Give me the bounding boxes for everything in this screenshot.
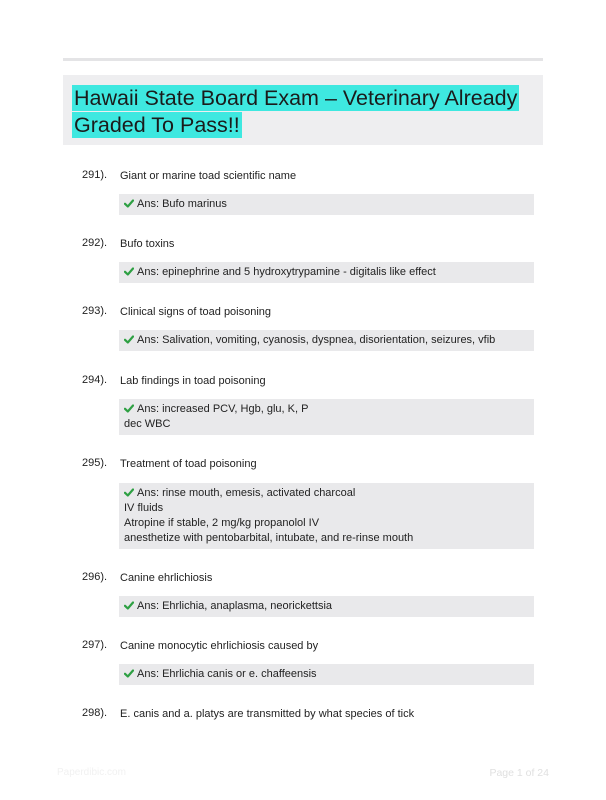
check-icon [124,669,134,678]
answer-line: Ans: rinse mouth, emesis, activated charcoal [124,486,534,501]
question-text: Giant or marine toad scientific name [120,170,297,182]
question-text: Canine ehrlichiosis [120,572,213,584]
question-number: 296). [82,571,108,583]
answer-line: Ans: epinephrine and 5 hydroxytrypamine - digitalis like effect [124,265,534,280]
footer-site: Paperdibic.com [57,767,126,778]
answer-line: Ans: Salivation, vomiting, cyanosis, dyspnea, disorientation, seizures, vfib [124,333,534,348]
check-icon [124,199,134,208]
document-title-text: Hawaii State Board Exam – Veterinary Already Graded To Pass!! [74,86,518,137]
answer-box [119,483,534,549]
question-text: Clinical signs of toad poisoning [120,306,272,318]
question-number: 294). [82,374,108,386]
answer-line: IV fluids [124,502,164,514]
check-icon [124,601,134,610]
question-number: 293). [82,305,108,317]
answer-line: Ans: Ehrlichia, anaplasma, neorickettsia [124,599,534,614]
question-number: 297). [82,639,108,651]
question-text: Bufo toxins [120,238,175,250]
answer-box [119,399,534,435]
answer-line: Ans: increased PCV, Hgb, glu, K, P [124,402,534,417]
question-number: 291). [82,169,108,181]
check-icon [124,488,134,497]
answer-box [119,664,534,685]
check-icon [124,267,134,276]
question-number: 298). [82,707,108,719]
question-number: 295). [82,457,108,469]
question-text: Canine monocytic ehrlichiosis caused by [120,640,319,652]
question-text: E. canis and a. platys are transmitted by what species of tick [120,708,415,720]
answer-line: dec WBC [124,418,171,430]
check-icon [124,404,134,413]
title-banner [63,75,543,145]
answer-line: Ans: Ehrlichia canis or e. chaffeensis [124,667,534,682]
answer-box [119,596,534,617]
check-icon [124,335,134,344]
document-title [72,85,522,139]
question-number: 292). [82,237,108,249]
question-text: Treatment of toad poisoning [120,458,257,470]
answer-line: anesthetize with pentobarbital, intubate, and re-rinse mouth [124,532,414,544]
answer-box [119,194,534,215]
answer-line: Ans: Bufo marinus [124,197,534,212]
answer-box [119,330,534,351]
question-text: Lab findings in toad poisoning [120,375,266,387]
page-indicator: Page 1 of 24 [489,767,549,779]
top-divider [63,58,543,61]
answer-box [119,262,534,283]
answer-line: Atropine if stable, 2 mg/kg propanolol IV [124,517,320,529]
